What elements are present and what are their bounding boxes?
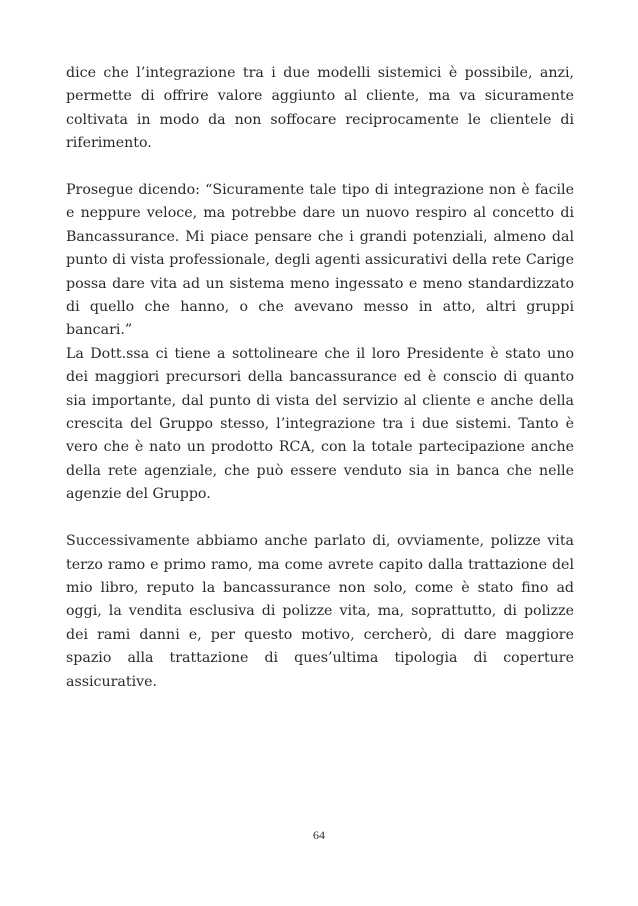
body-text (66, 62, 574, 694)
paragraph-2: Prosegue dicendo: “Sicuramente tale tipo di integrazione non è facile e neppure veloce, ma potrebbe dare un nuovo respiro al concetto di Bancassurance. Mi piace pensare che i grandi potenziali, almeno dal punto di vista professionale, degli agenti assicurativi della rete Carige possa dare vita ad un sistema meno ingessato e meno standardizzato di quello che hanno, o che avevano messo in atto, altri gruppi bancari.” (66, 182, 574, 339)
paragraph-3: La Dott.ssa ci tiene a sottolineare che il loro Presidente è stato uno dei maggiori precursori della bancassurance ed è conscio di quanto sia importante, dal punto di vista del servizio al cliente e anche della crescita del Gruppo stesso, l’integrazione tra i due sistemi. Tanto è vero che è nato un prodotto RCA, con la totale partecipazione anche della rete agenziale, che può essere venduto sia in banca che nelle agenzie del Gruppo. (66, 345, 574, 503)
page-number: 64 (313, 828, 325, 842)
paragraph-1: dice che l’integrazione tra i due modelli sistemici è possibile, anzi, permette di offrire valore aggiunto al cliente, ma va sicuramente coltivata in modo da non soffocare reciprocamente le clientele di riferimento. (66, 65, 574, 152)
paragraph-4: Successivamente abbiamo anche parlato di, ovviamente, polizze vita terzo ramo e primo ramo, ma come avrete capito dalla trattazione del mio libro, reputo la bancassurance non solo, come è stato fino ad oggi, la vendita esclusiva di polizze vita, ma, soprattutto, di polizze dei rami danni e, per questo motivo, cercherò, di dare maggiore spazio alla trattazione di ques’ultima tipologia di coperture assicurative. (66, 533, 574, 690)
